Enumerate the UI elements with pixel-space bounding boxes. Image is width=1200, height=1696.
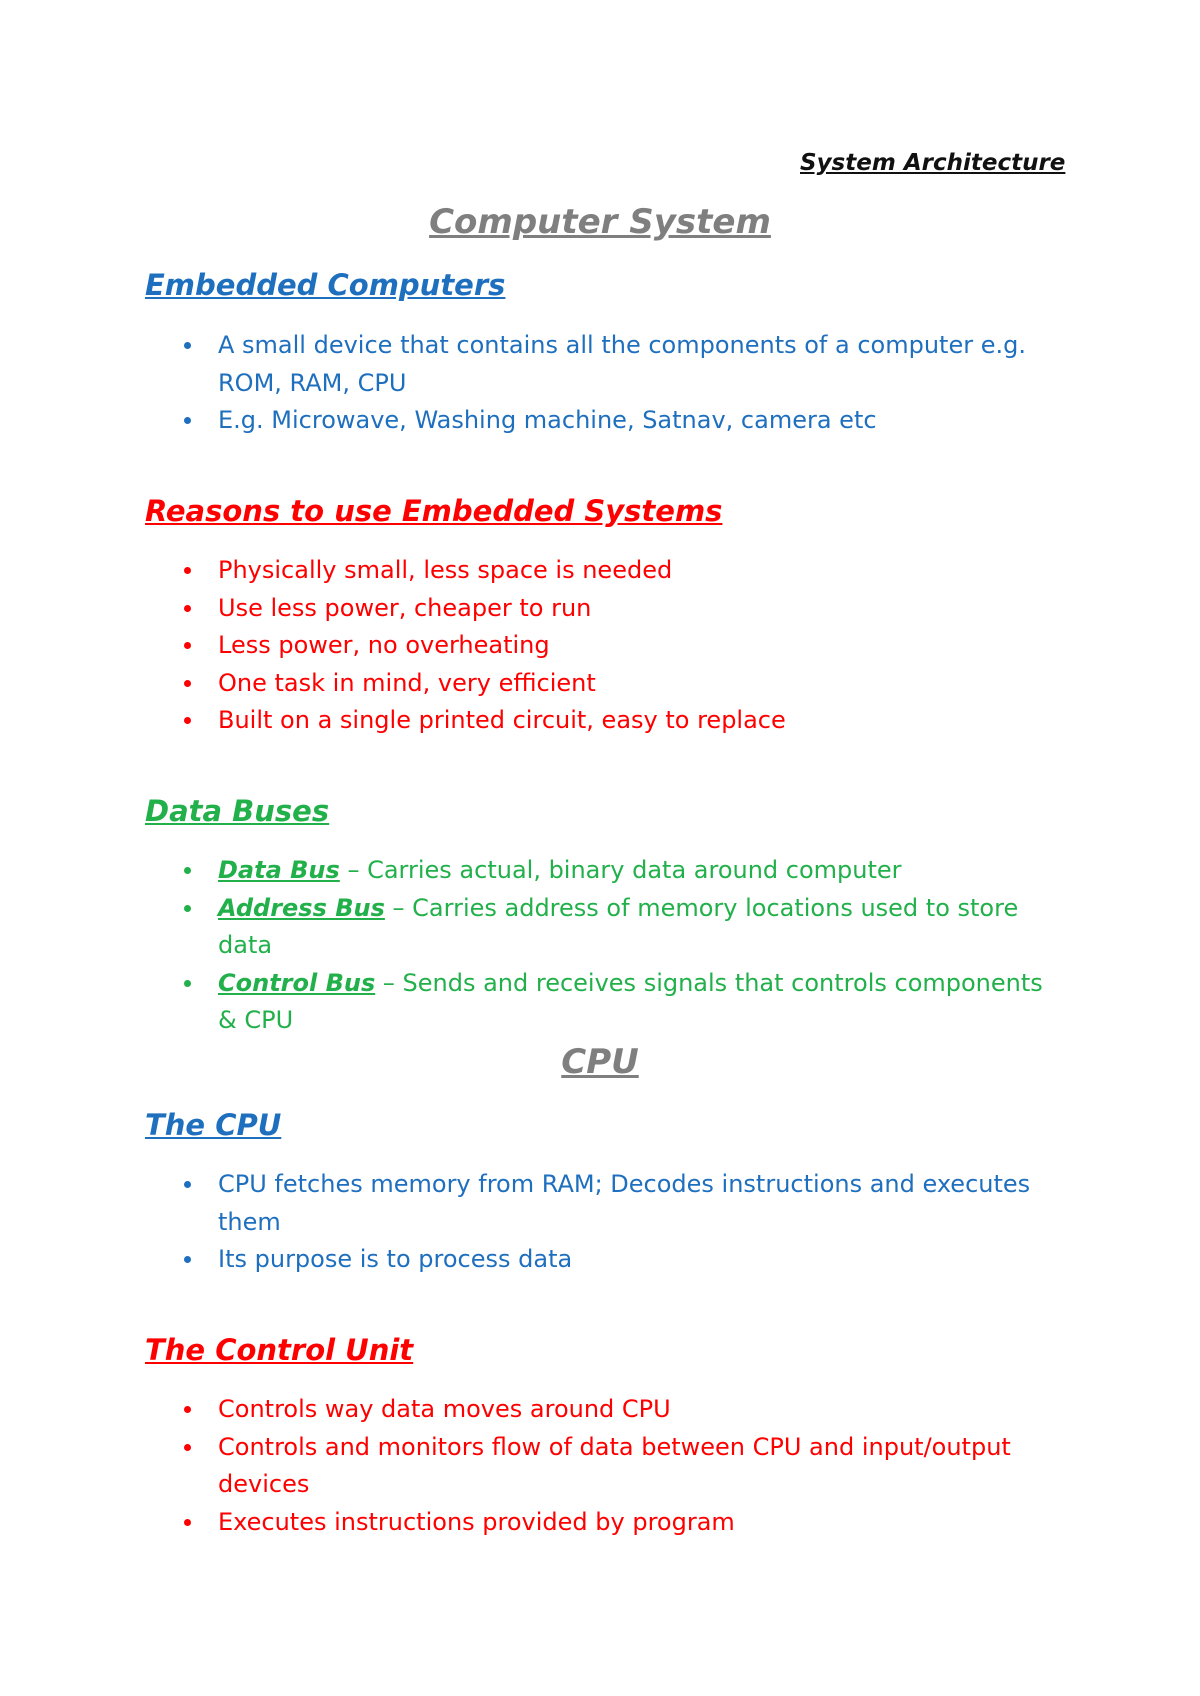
list-item: Control Bus – Sends and receives signals that controls components & CPU (0, 965, 1200, 1040)
reasons-list (0, 552, 1200, 740)
bullet-icon (184, 417, 191, 424)
heading-data-buses: Data Buses (145, 794, 330, 828)
list-item: Use less power, cheaper to run (0, 590, 1200, 628)
heading-the-cpu: The CPU (145, 1108, 282, 1142)
heading-cpu: CPU (561, 1042, 639, 1082)
bus-term: Control Bus (218, 968, 376, 997)
list-item: Controls way data moves around CPU (0, 1391, 1200, 1429)
list-item: Address Bus – Carries address of memory locations used to store data (0, 890, 1200, 965)
list-item: Controls and monitors flow of data between CPU and input/output devices (0, 1429, 1200, 1504)
document-title: System Architecture (800, 150, 1066, 176)
list-item: Less power, no overheating (0, 627, 1200, 665)
heading-computer-system: Computer System (429, 202, 771, 242)
heading-the-control-unit: The Control Unit (145, 1333, 414, 1367)
bullet-icon (184, 1444, 191, 1451)
bullet-icon (184, 605, 191, 612)
bullet-icon (184, 680, 191, 687)
list-item: One task in mind, very efficient (0, 665, 1200, 703)
bullet-icon (184, 342, 191, 349)
bus-term: Data Bus (218, 856, 340, 884)
the-cpu-list (0, 1166, 1200, 1279)
list-item: Executes instructions provided by program (0, 1504, 1200, 1542)
list-item: A small device that contains all the components of a computer e.g. ROM, RAM, CPU (0, 327, 1200, 402)
bullet-icon (184, 1519, 191, 1526)
bullet-icon (184, 1406, 191, 1413)
bullet-icon (184, 1181, 191, 1188)
embedded-computers-list (0, 327, 1200, 440)
bullet-icon (184, 642, 191, 649)
control-unit-list (0, 1391, 1200, 1541)
list-item: Its purpose is to process data (0, 1241, 1200, 1279)
list-item: Data Bus – Carries actual, binary data around computer (0, 852, 1200, 890)
bullet-icon (184, 980, 191, 987)
list-item: Physically small, less space is needed (0, 552, 1200, 590)
list-item: Built on a single printed circuit, easy to replace (0, 702, 1200, 740)
bullet-icon (184, 1256, 191, 1263)
heading-reasons-embedded-systems: Reasons to use Embedded Systems (145, 494, 723, 528)
bus-term: Address Bus (218, 893, 385, 922)
bullet-icon (184, 867, 191, 874)
list-item: CPU fetches memory from RAM; Decodes instructions and executes them (0, 1166, 1200, 1241)
bullet-icon (184, 905, 191, 912)
bullet-icon (184, 567, 191, 574)
bullet-icon (184, 717, 191, 724)
heading-embedded-computers: Embedded Computers (145, 268, 506, 302)
data-buses-list (0, 852, 1200, 1040)
list-item: E.g. Microwave, Washing machine, Satnav, camera etc (0, 402, 1200, 440)
